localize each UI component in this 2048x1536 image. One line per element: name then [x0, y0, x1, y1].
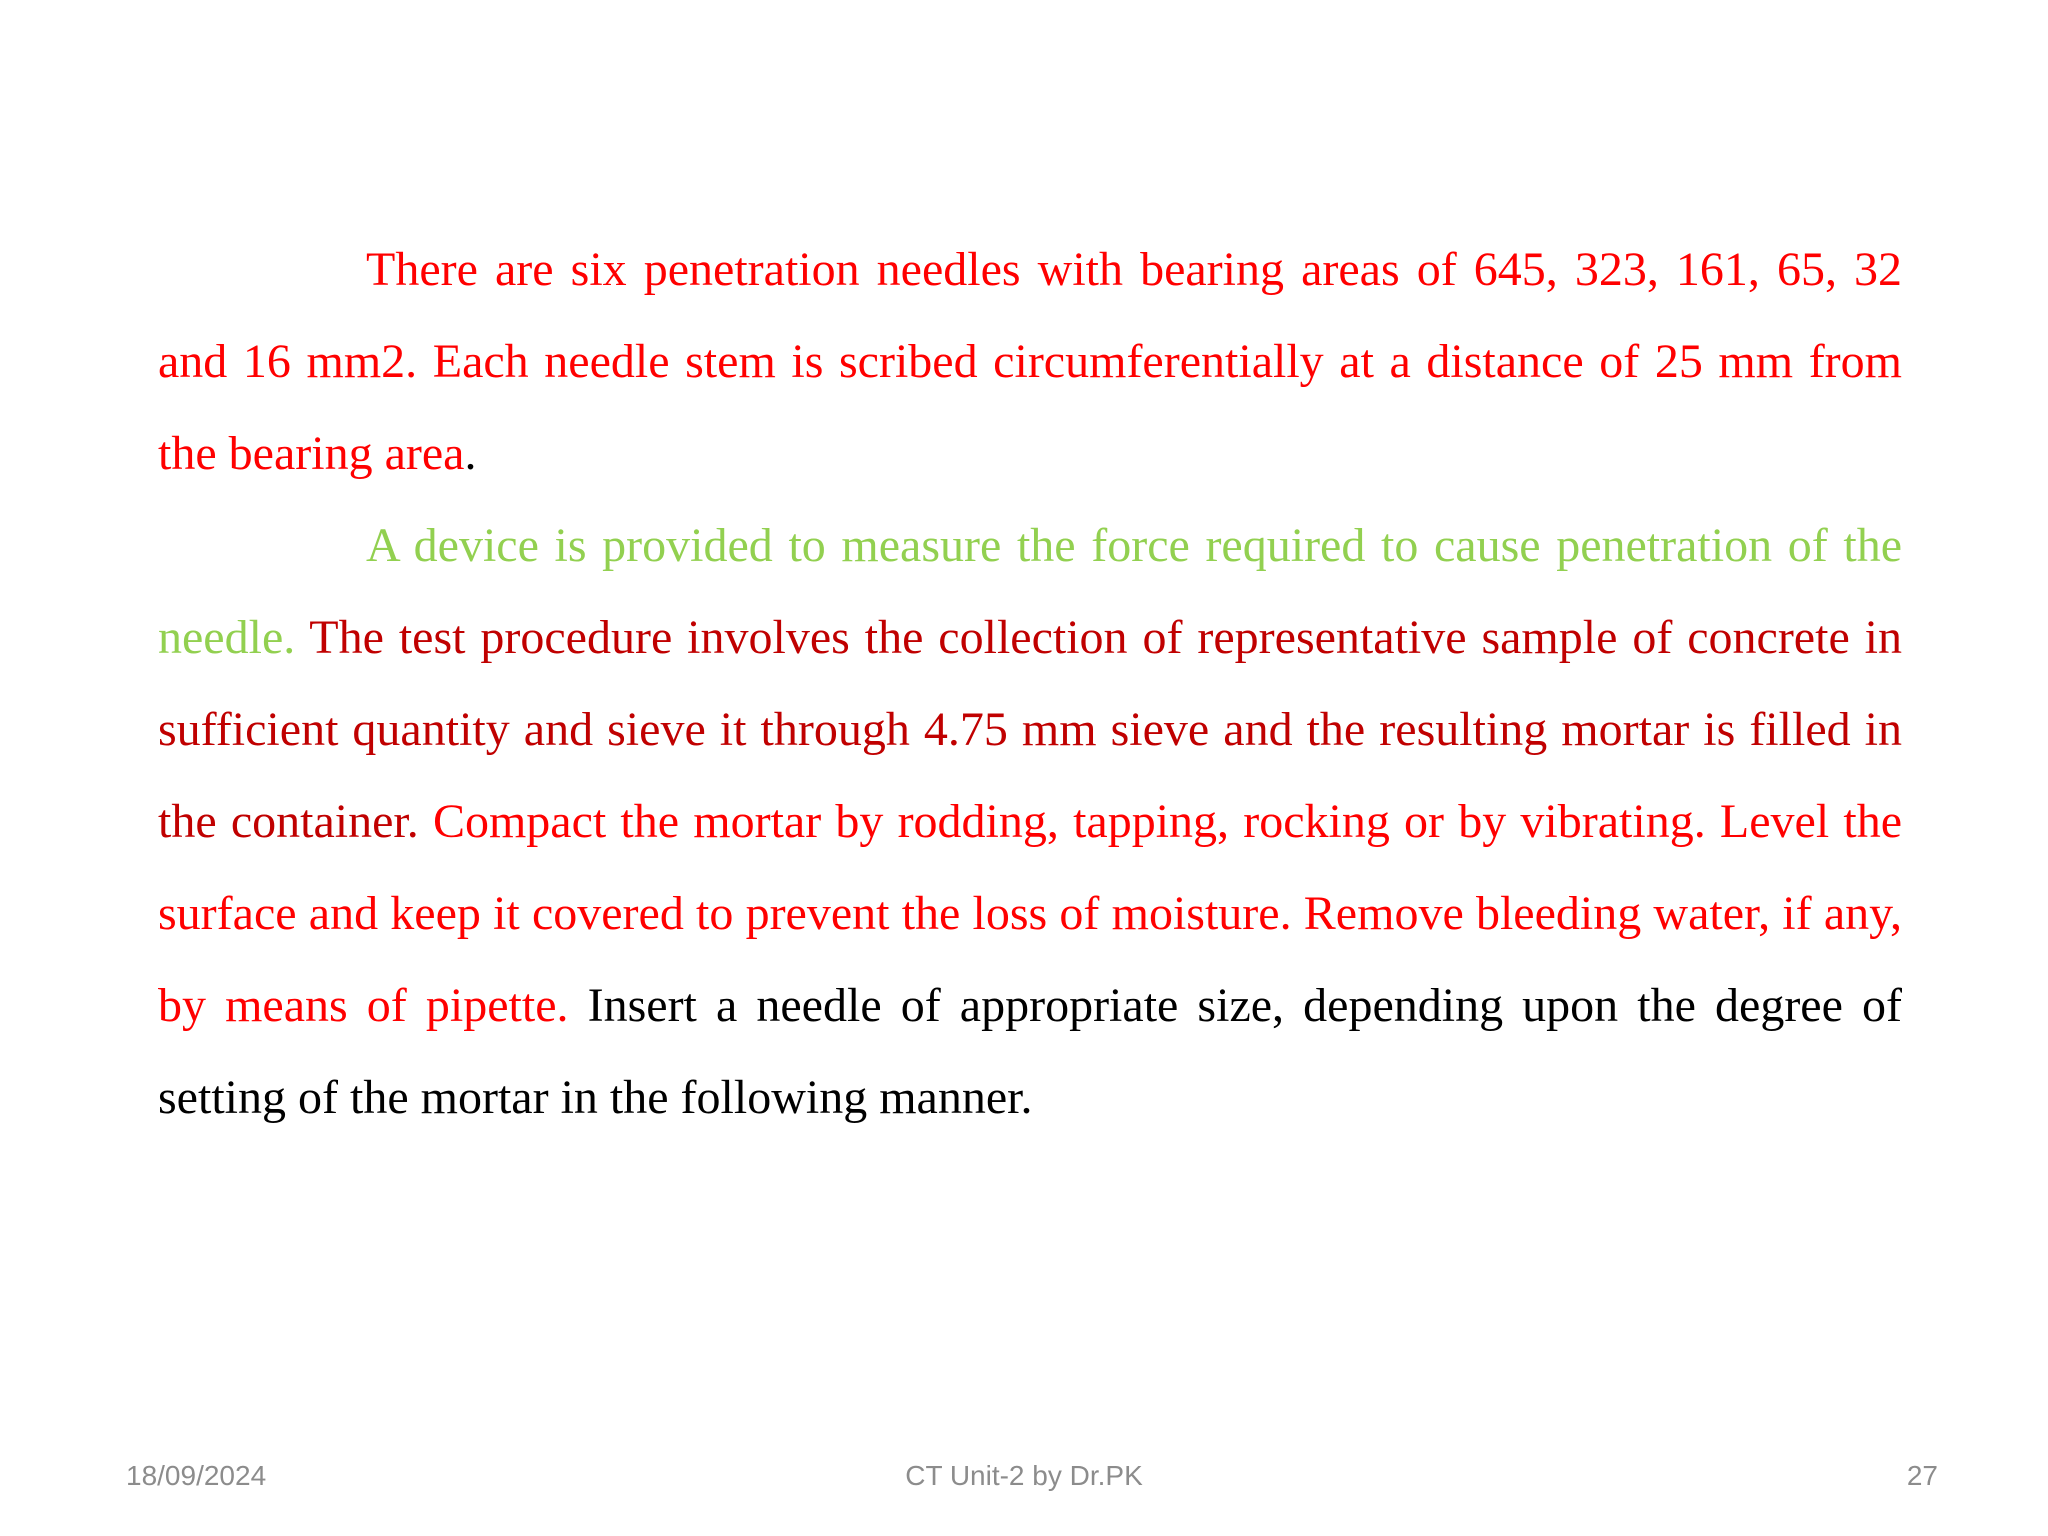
text-run: There are six penetration needles with bearing areas of 645, 323, 161, 65, 32 and 16 mm2. Each needle stem is scribed circumferentially at a distance of 25 mm from the bearing area — [158, 243, 1902, 480]
footer-date: 18/09/2024 — [126, 1460, 267, 1491]
text-run: The test procedure involves the collection of representative sample of concrete in sufficient quantity and sieve it through 4.75 mm sieve and the resulting mortar is filled in the container. — [158, 611, 1902, 848]
text-run: . — [464, 427, 477, 480]
paragraph-procedure — [158, 500, 1902, 1144]
text-run: Insert a needle of appropriate size, depending upon the degree of setting of the mortar in the following manner. — [158, 979, 1902, 1124]
slide-body — [158, 224, 1902, 1144]
footer-title: CT Unit-2 by Dr.PK — [905, 1460, 1143, 1491]
text-run: A device is provided to measure the force required to cause penetration of the needle. — [158, 519, 1902, 664]
text-run: Compact the mortar by rodding, tapping, rocking or by vibrating. Level the surface and keep it covered to prevent the loss of moisture. Remove bleeding water, if any, by means of pipette. — [158, 795, 1902, 1032]
paragraph-needles — [158, 224, 1902, 500]
footer-page-number: 27 — [1906, 1460, 1938, 1491]
